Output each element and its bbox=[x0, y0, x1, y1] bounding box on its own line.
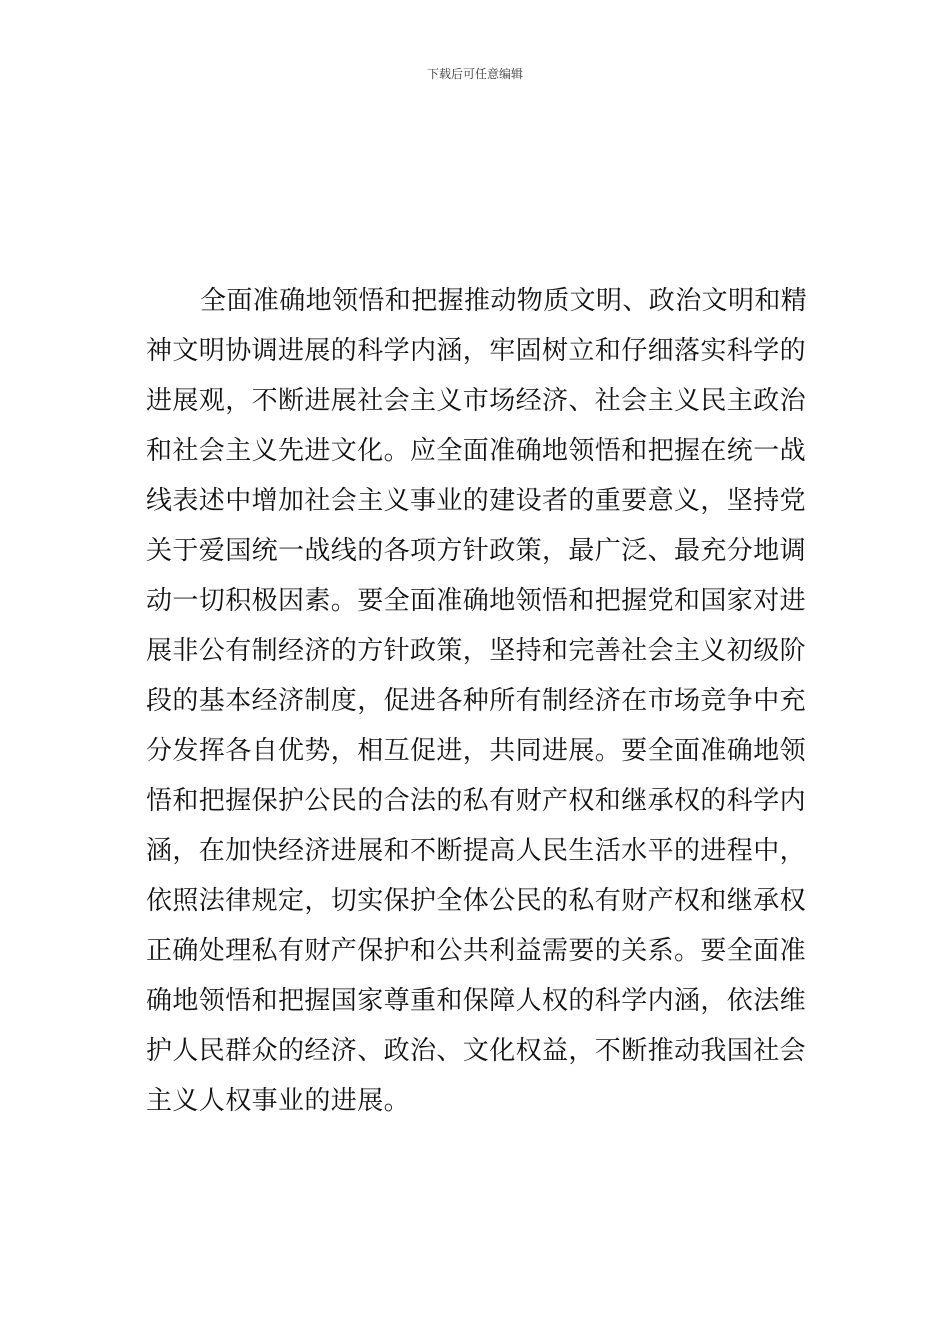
paragraph-line: 段的基本经济制度，促进各种所有制经济在市场竞争中充 bbox=[146, 686, 807, 716]
paragraph-line: 依照法律规定，切实保护全体公民的私有财产权和继承权 bbox=[146, 886, 807, 916]
paragraph-line: 主义人权事业的进展。 bbox=[146, 1086, 411, 1116]
paragraph-line: 关于爱国统一战线的各项方针政策，最广泛、最充分地调 bbox=[146, 536, 807, 566]
paragraph-line: 动一切积极因素。要全面准确地领悟和把握党和国家对进 bbox=[146, 586, 807, 616]
paragraph-line: 进展观，不断进展社会主义市场经济、社会主义民主政治 bbox=[146, 386, 807, 416]
paragraph-line: 神文明协调进展的科学内涵，牢固树立和仔细落实科学的 bbox=[146, 336, 807, 366]
page-header bbox=[0, 66, 950, 82]
paragraph-line: 悟和把握保护公民的合法的私有财产权和继承权的科学内 bbox=[146, 786, 807, 816]
paragraph-line: 全面准确地领悟和把握推动物质文明、政治文明和精 bbox=[200, 286, 808, 316]
header-text: 下载后可任意编辑 bbox=[426, 67, 523, 81]
paragraph-line: 展非公有制经济的方针政策，坚持和完善社会主义初级阶 bbox=[146, 636, 807, 666]
paragraph-line: 护人民群众的经济、政治、文化权益，不断推动我国社会 bbox=[146, 1036, 807, 1066]
paragraph-line: 正确处理私有财产保护和公共利益需要的关系。要全面准 bbox=[146, 936, 807, 966]
paragraph-line: 涵，在加快经济进展和不断提高人民生活水平的进程中， bbox=[146, 836, 807, 866]
paragraph-line: 线表述中增加社会主义事业的建设者的重要意义，坚持党 bbox=[146, 486, 807, 516]
body-paragraph bbox=[146, 276, 806, 1126]
paragraph-line: 确地领悟和把握国家尊重和保障人权的科学内涵，依法维 bbox=[146, 986, 807, 1016]
paragraph-line: 分发挥各自优势，相互促进，共同进展。要全面准确地领 bbox=[146, 736, 807, 766]
paragraph-line: 和社会主义先进文化。应全面准确地领悟和把握在统一战 bbox=[146, 436, 807, 466]
